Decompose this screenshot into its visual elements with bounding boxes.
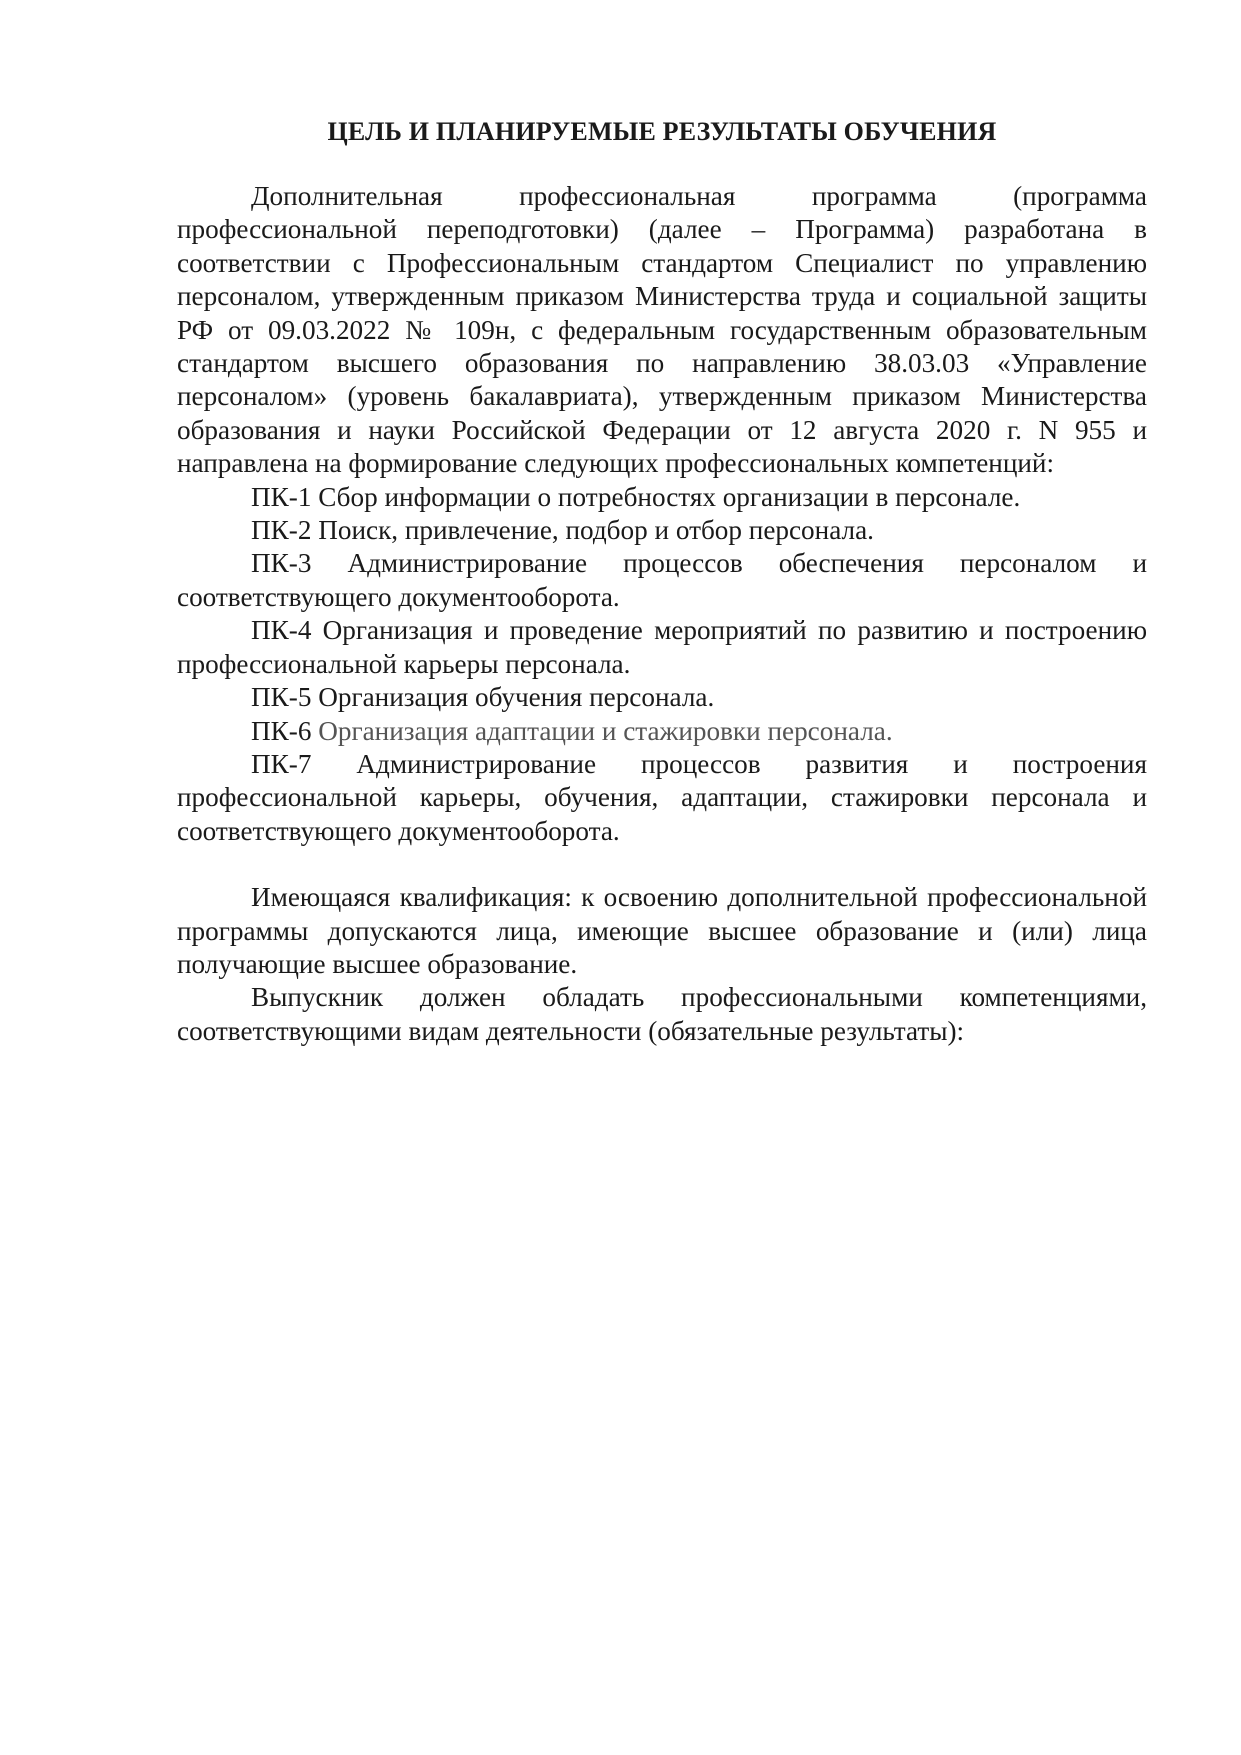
competency-pk1 (177, 481, 1147, 514)
competency-pk5 (177, 681, 1147, 714)
competency-code: ПК-2 (251, 515, 312, 546)
qualification-paragraph: Имеющаяся квалификация: к освоению дополнительной профессиональной программы допускаются лица, имеющие высшее образование и (или) лица получающие высшее образование. (177, 882, 1147, 979)
competency-text: Организация обучения персонала. (318, 682, 715, 713)
competency-text: Сбор информации о потребностях организации в персонале. (318, 481, 1021, 512)
competency-text: Поиск, привлечение, подбор и отбор персонала. (318, 515, 874, 546)
paragraph-spacer (177, 848, 1147, 881)
competency-text: Администрирование процессов развития и построения профессиональной карьеры, обучения, адаптации, стажировки персонала и соответствующего документооборота. (177, 748, 1147, 846)
competency-pk7 (177, 748, 1147, 848)
competency-pk6 (177, 715, 1147, 748)
competency-text: Организация и проведение мероприятий по развитию и построению профессиональной карьеры персонала. (177, 615, 1148, 679)
competency-pk3 (177, 547, 1147, 614)
competency-code: ПК-5 (251, 682, 312, 713)
competency-pk4 (177, 614, 1147, 681)
competency-text: Организация адаптации и стажировки персонала. (318, 715, 893, 746)
intro-paragraph: Дополнительная профессиональная программа (программа профессиональной переподготовки) (далее – Программа) разработана в соответствии с Профессиональным стандартом Специалист по управлению персоналом, утвержденным приказом Министерства труда и социальной защиты РФ от 09.03.2022 № 109н, с федеральным государственным образовательным стандартом высшего образования по направлению 38.03.03 «Управление персоналом» (уровень бакалавриата), утвержденным приказом Министерства образования и науки Российской Федерации от 12 августа 2020 г. N 955 и направлена на формирование следующих профессиональных компетенций: (177, 181, 1147, 479)
page-title: ЦЕЛЬ И ПЛАНИРУЕМЫЕ РЕЗУЛЬТАТЫ ОБУЧЕНИЯ (327, 117, 997, 146)
competency-text: Администрирование процессов обеспечения персоналом и соответствующего документооборота. (177, 548, 1148, 612)
competency-code: ПК-7 (251, 748, 312, 779)
document-page (177, 116, 1147, 1048)
competency-code: ПК-3 (251, 548, 312, 579)
graduate-paragraph: Выпускник должен обладать профессиональными компетенциями, соответствующими видам деятельности (обязательные результаты): (177, 982, 1147, 1046)
competency-code: ПК-1 (251, 481, 312, 512)
competency-code: ПК-6 (251, 715, 312, 746)
competency-code: ПК-4 (251, 615, 312, 646)
competency-pk2 (177, 514, 1147, 547)
